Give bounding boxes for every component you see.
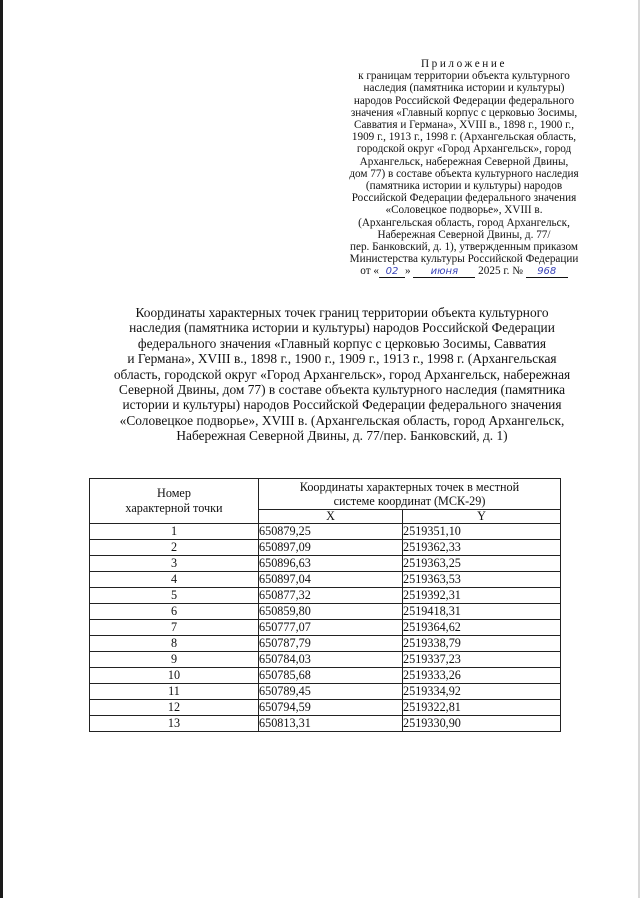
header-coords-line1: Координаты характерных точек в местной bbox=[299, 480, 520, 494]
y-coordinate-cell: 2519330,90 bbox=[403, 716, 561, 732]
appendix-line: Набережная Северной Двины, д. 77/ bbox=[377, 228, 551, 241]
appendix-line: дом 77) в составе объекта культурного наследия bbox=[349, 167, 579, 180]
x-coordinate-cell: 650877,32 bbox=[259, 588, 403, 604]
heading-line: «Соловецкое подворье», XVIII в. (Архангельская область, город Архангельск, bbox=[119, 412, 565, 428]
x-coordinate-cell: 650789,45 bbox=[259, 684, 403, 700]
order-prefix: от « bbox=[360, 265, 379, 278]
heading-line: и Германа», XVIII в., 1898 г., 1900 г., 1909 г., 1913 г., 1998 г. (Архангельская bbox=[127, 351, 557, 367]
x-coordinate-cell: 650777,07 bbox=[259, 620, 403, 636]
y-coordinate-cell: 2519338,79 bbox=[403, 636, 561, 652]
y-coordinate-cell: 2519363,53 bbox=[403, 572, 561, 588]
appendix-block bbox=[316, 58, 612, 278]
x-coordinate-cell: 650897,04 bbox=[259, 572, 403, 588]
header-coords-line2: системе координат (МСК-29) bbox=[333, 494, 486, 508]
coordinates-table bbox=[89, 478, 561, 732]
appendix-line: значения «Главный корпус с церковью Зосимы, bbox=[350, 106, 578, 119]
point-number-cell: 4 bbox=[90, 572, 259, 588]
x-coordinate-cell: 650787,79 bbox=[259, 636, 403, 652]
heading-line: истории и культуры) народов Российской Федерации федерального значения bbox=[122, 397, 562, 413]
table-row bbox=[90, 620, 561, 636]
heading-line: федерального значения «Главный корпус с церковью Зосимы, Савватия bbox=[137, 335, 547, 351]
point-number-cell: 9 bbox=[90, 652, 259, 668]
order-reference-line bbox=[316, 265, 612, 278]
point-number-cell: 6 bbox=[90, 604, 259, 620]
table-row bbox=[90, 540, 561, 556]
y-coordinate-cell: 2519364,62 bbox=[403, 620, 561, 636]
point-number-cell: 13 bbox=[90, 716, 259, 732]
x-coordinate-cell: 650784,03 bbox=[259, 652, 403, 668]
appendix-line: городской округ «Город Архангельск», город bbox=[356, 143, 572, 156]
appendix-line: к границам территории объекта культурного bbox=[358, 70, 570, 83]
appendix-line: народов Российской Федерации федерального bbox=[353, 94, 575, 107]
appendix-line: 1909 г., 1913 г., 1998 г. (Архангельская область, bbox=[351, 131, 577, 144]
x-coordinate-cell: 650794,59 bbox=[259, 700, 403, 716]
order-day-close: » bbox=[404, 265, 411, 278]
appendix-line: Министерства культуры Российской Федерации bbox=[349, 253, 579, 266]
heading-line: область, городской округ «Город Архангельск», город Архангельск, набережная bbox=[113, 366, 571, 382]
x-coordinate-cell: 650859,80 bbox=[259, 604, 403, 620]
y-coordinate-cell: 2519337,23 bbox=[403, 652, 561, 668]
order-month-handwritten: июня bbox=[413, 267, 475, 278]
appendix-line: (памятника истории и культуры) народов bbox=[365, 180, 563, 193]
y-coordinate-cell: 2519418,31 bbox=[403, 604, 561, 620]
table-row bbox=[90, 700, 561, 716]
y-coordinate-cell: 2519363,25 bbox=[403, 556, 561, 572]
point-number-cell: 11 bbox=[90, 684, 259, 700]
y-coordinate-cell: 2519362,33 bbox=[403, 540, 561, 556]
appendix-line: Архангельск, набережная Северной Двины, bbox=[359, 155, 569, 168]
header-x: X bbox=[259, 510, 403, 524]
order-day-handwritten: 02 bbox=[379, 267, 405, 278]
header-coordinates bbox=[259, 479, 561, 510]
point-number-cell: 1 bbox=[90, 524, 259, 540]
x-coordinate-cell: 650785,68 bbox=[259, 668, 403, 684]
x-coordinate-cell: 650879,25 bbox=[259, 524, 403, 540]
y-coordinate-cell: 2519333,26 bbox=[403, 668, 561, 684]
header-point-line2: характерной точки bbox=[125, 501, 223, 515]
point-number-cell: 12 bbox=[90, 700, 259, 716]
point-number-cell: 5 bbox=[90, 588, 259, 604]
table-row bbox=[90, 716, 561, 732]
y-coordinate-cell: 2519322,81 bbox=[403, 700, 561, 716]
header-point-number bbox=[90, 479, 259, 524]
table-row bbox=[90, 668, 561, 684]
y-coordinate-cell: 2519351,10 bbox=[403, 524, 561, 540]
heading-line: Набережная Северной Двины, д. 77/пер. Банковский, д. 1) bbox=[176, 428, 508, 444]
table-row bbox=[90, 556, 561, 572]
heading-line: Координаты характерных точек границ территории объекта культурного bbox=[135, 305, 549, 320]
order-year-text: 2025 г. № bbox=[478, 265, 523, 278]
table-row bbox=[90, 636, 561, 652]
appendix-line: Савватия и Германа», XVIII в., 1898 г., 1900 г., bbox=[353, 119, 575, 132]
table-row bbox=[90, 588, 561, 604]
appendix-line: «Соловецкое подворье», XVIII в. bbox=[385, 204, 543, 217]
appendix-line: наследия (памятника истории и культуры) bbox=[363, 82, 565, 95]
table-row bbox=[90, 652, 561, 668]
table-row bbox=[90, 572, 561, 588]
y-coordinate-cell: 2519392,31 bbox=[403, 588, 561, 604]
table-row bbox=[90, 684, 561, 700]
document-heading bbox=[82, 305, 602, 444]
heading-line: Северной Двины, дом 77) в составе объекта культурного наследия (памятника bbox=[118, 382, 566, 398]
table-row bbox=[90, 604, 561, 620]
point-number-cell: 8 bbox=[90, 636, 259, 652]
point-number-cell: 2 bbox=[90, 540, 259, 556]
header-y: Y bbox=[403, 510, 561, 524]
coordinates-table-body bbox=[90, 524, 561, 732]
appendix-line: пер. Банковский, д. 1), утвержденным приказом bbox=[350, 241, 578, 254]
point-number-cell: 7 bbox=[90, 620, 259, 636]
y-coordinate-cell: 2519334,92 bbox=[403, 684, 561, 700]
appendix-line: (Архангельская область, город Архангельск, bbox=[358, 216, 570, 229]
appendix-title: Приложение bbox=[420, 58, 508, 70]
appendix-text bbox=[316, 70, 612, 265]
scan-left-edge bbox=[0, 0, 3, 898]
x-coordinate-cell: 650897,09 bbox=[259, 540, 403, 556]
table-row bbox=[90, 524, 561, 540]
order-number-handwritten: 968 bbox=[526, 267, 568, 278]
x-coordinate-cell: 650896,63 bbox=[259, 556, 403, 572]
header-point-line1: Номер bbox=[157, 486, 191, 500]
point-number-cell: 3 bbox=[90, 556, 259, 572]
point-number-cell: 10 bbox=[90, 668, 259, 684]
x-coordinate-cell: 650813,31 bbox=[259, 716, 403, 732]
appendix-line: Российской Федерации федерального значения bbox=[351, 192, 577, 205]
heading-line: наследия (памятника истории и культуры) народов Российской Федерации bbox=[129, 320, 555, 336]
